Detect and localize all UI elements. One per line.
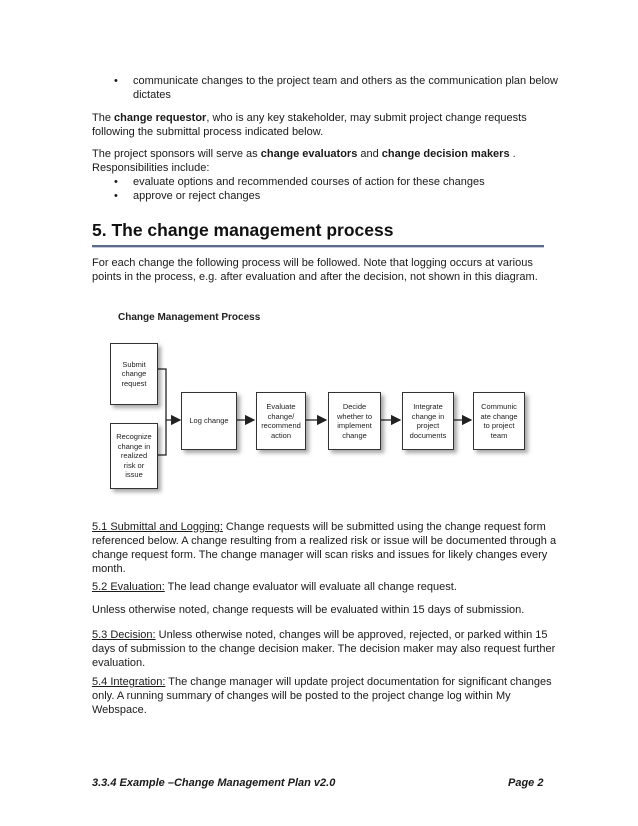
box-text: action [270, 430, 291, 440]
intro-line2: points in the process, e.g. after evaluation and after the decision, not shown in this diagram. [92, 271, 538, 283]
subsection-text: days of submission to the change decision maker. The decision maker may also request further [92, 643, 556, 655]
evaluation-deadline [92, 603, 544, 617]
diagram-title: Change Management Process [118, 312, 261, 323]
bullet-text: approve or reject changes [133, 190, 261, 202]
box-text: team [490, 430, 508, 440]
box-integrate [402, 392, 454, 450]
subsection-label: 5.2 Evaluation: [92, 581, 165, 593]
box-submit-change-request [110, 343, 158, 405]
subsection-text: The change manager will update project documentation for significant changes [165, 676, 552, 688]
box-text: recommend [261, 421, 301, 430]
box-log-change [181, 392, 237, 450]
box-text: Decide [342, 402, 367, 411]
box-text: implement [337, 421, 372, 430]
box-text: project [416, 421, 440, 430]
box-text: request [121, 378, 147, 388]
box-text: change in [411, 411, 445, 421]
box-text: Recognize [116, 432, 152, 442]
box-recognize-change [110, 423, 158, 489]
box-text: change/ [267, 411, 295, 421]
subsection-5-2 [92, 580, 544, 594]
subsection-text: The lead change evaluator will evaluate all change request. [164, 581, 457, 593]
requestor-line2: following the submittal process indicated below. [92, 126, 324, 138]
subsection-text: evaluation. [92, 657, 146, 669]
requestor-pre: The [92, 112, 115, 124]
subsection-text: month. [92, 563, 126, 575]
box-text: change [342, 430, 367, 440]
box-text: change [121, 369, 147, 379]
section-heading: 5. The change management process [92, 220, 394, 240]
subsection-5-3 [92, 628, 556, 670]
subsection-5-4 [92, 675, 552, 717]
bullet-text: evaluate options and recommended courses of action for these changes [133, 176, 485, 188]
box-text: ate change [480, 411, 518, 421]
subsection-label: 5.3 Decision: [92, 629, 156, 641]
subsection-text: change request form. The change manager will scan risks and issues for likely changes every [92, 549, 548, 561]
subsection-text: Unless otherwise noted, changes will be approved, rejected, or parked within 15 [155, 629, 548, 641]
box-text: issue [125, 470, 143, 480]
box-text: realized [120, 451, 148, 461]
subsection-text: Unless otherwise noted, change requests will be evaluated within 15 days of submission. [92, 604, 525, 616]
bullet-text-cont: dictates [133, 89, 171, 101]
box-communicate [473, 392, 525, 450]
subsection-text: Webspace. [92, 704, 147, 716]
bullet-dot: • [114, 176, 118, 188]
box-text: Communic [481, 402, 517, 411]
box-text: to project [483, 421, 515, 430]
subsection-label: 5.4 Integration: [92, 676, 166, 688]
box-text: Submit [122, 359, 146, 369]
box-text: documents [409, 430, 447, 440]
box-text: Evaluate [266, 402, 296, 411]
arrow-recognize-to-log [157, 420, 166, 455]
footer-document-title: 3.3.4 Example –Change Management Plan v2.0 [92, 777, 336, 789]
subsection-text: referenced below. A change resulting from a realized risk or issue will be documented through a [92, 535, 557, 547]
requestor-rest: , who is any key stakeholder, may submit project change requests [206, 112, 527, 124]
intro-line1: For each change the following process will be followed. Note that logging occurs at various [92, 257, 533, 269]
subsection-text: only. A running summary of changes will be posted to the project change log within My [92, 690, 511, 702]
sponsors-pre: The project sponsors will serve as [92, 148, 261, 160]
bullet-dot: • [114, 75, 118, 87]
box-decide [328, 392, 381, 450]
subsection-5-1 [92, 520, 557, 576]
bullet-dot: • [114, 190, 118, 202]
box-text: risk or [123, 460, 145, 470]
sponsors-bold1: change evaluators [260, 148, 358, 160]
sponsors-mid: and [357, 148, 382, 160]
responsibilities-label: Responsibilities include: [92, 162, 210, 174]
subsection-label: 5.1 Submittal and Logging: [92, 521, 223, 533]
box-text: Integrate [413, 402, 443, 411]
arrow-submit-to-log [157, 369, 180, 420]
box-text: change in [117, 441, 151, 451]
requestor-bold: change requestor [114, 112, 207, 124]
sponsors-end: . [509, 148, 516, 160]
box-text: Log change [189, 416, 229, 426]
footer-page-number: Page 2 [508, 777, 544, 789]
subsection-text: Change requests will be submitted using the change request form [222, 521, 546, 533]
sponsors-bold2: change decision makers [381, 148, 510, 160]
bullet-text: communicate changes to the project team and others as the communication plan below [133, 75, 558, 87]
box-evaluate-change [256, 392, 306, 450]
box-text: whether to [336, 411, 373, 421]
